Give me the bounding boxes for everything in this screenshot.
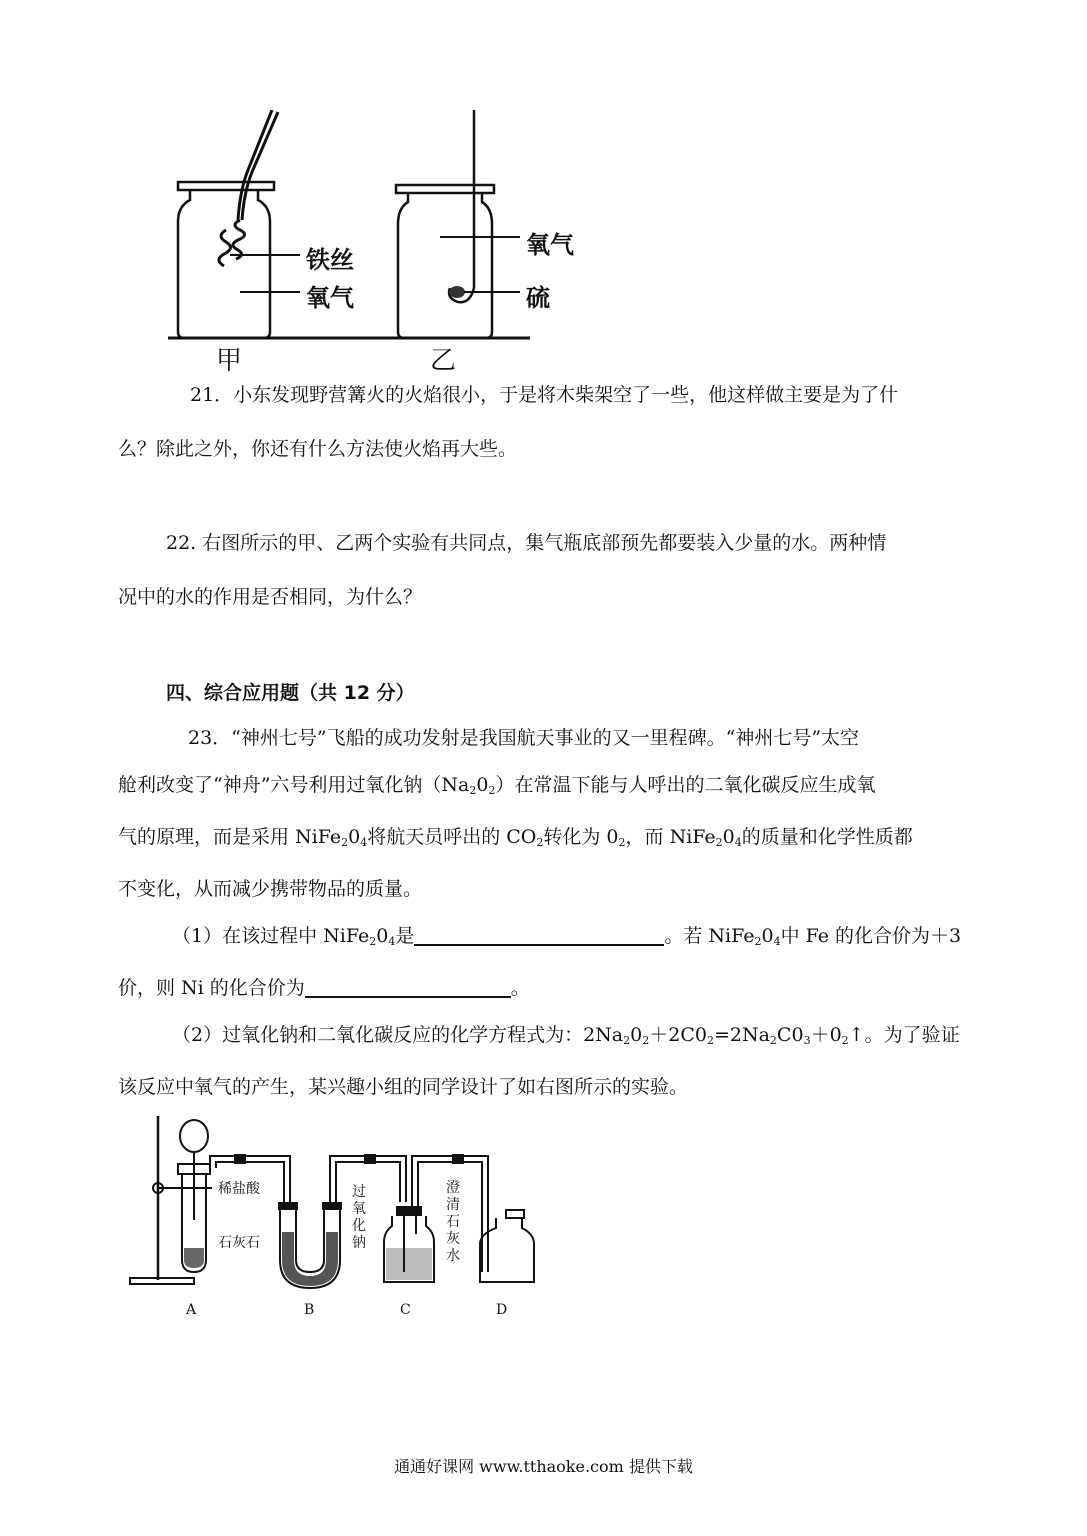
q23-p2-e: ＋2C0 [649, 1024, 707, 1046]
q23-part1-line2 [118, 965, 998, 1012]
section-4-title: 四、综合应用题（共 12 分） [166, 682, 415, 704]
peroxide-char-3: 化 [352, 1218, 366, 1234]
q23-p2-c: 0 [630, 1024, 643, 1046]
q23-p2-h: 2 [769, 1034, 777, 1047]
q23-line1: 23．“神州七号”飞船的成功发射是我国航天事业的又一里程碑。“神州七号”太空 [188, 727, 860, 749]
peroxide-char-4: 钠 [352, 1235, 366, 1251]
q23-line3-l: 4 [734, 836, 742, 849]
jia-wire-label: 铁丝 [306, 246, 354, 274]
q23-p1-h: 0 [761, 925, 774, 947]
q21-line1: 21．小东发现野营篝火的火焰很小，于是将木柴架空了一些，他这样做主要是为了什 [190, 384, 899, 406]
limewater-label [446, 1180, 462, 1265]
q23-part2-line2: 该反应中氧气的产生，某兴趣小组的同学设计了如右图所示的实验。 [118, 1076, 689, 1098]
answer-blank-1[interactable] [414, 922, 664, 946]
limewater-char-4: 灰 [446, 1231, 460, 1247]
q23-p1-i: 4 [773, 935, 781, 948]
q23-p2-a: （2）过氧化钠和二氧化碳反应的化学方程式为：2Na [172, 1024, 624, 1046]
limewater-char-5: 水 [446, 1248, 460, 1264]
q23-p1-a: （1）在该过程中 NiFe [172, 925, 370, 947]
q23-line3-j: 2 [715, 836, 723, 849]
q23-line2 [118, 762, 998, 814]
peroxide-char-2: 氧 [352, 1201, 366, 1217]
q23-line2-e: ）在常温下能与人呼出的二氧化碳反应生成氧 [495, 774, 876, 796]
q23-line3-b: 2 [341, 836, 349, 849]
q23-line3-a: 气的原理，而是采用 NiFe [118, 826, 342, 848]
apparatus-label-b: B [304, 1302, 315, 1318]
q23-line3-i: ，而 NiFe [625, 826, 716, 848]
q23-p1-c: 0 [376, 925, 389, 947]
q23-line3-g: 转化为 0 [543, 826, 619, 848]
q23-part2-line1 [118, 1012, 998, 1064]
q23-p1-f: 。若 NiFe [664, 925, 755, 947]
q23-p1-e: 是 [395, 925, 415, 947]
q23-p2-f: 2 [706, 1034, 714, 1047]
peroxide-char-1: 过 [352, 1184, 366, 1200]
q23-line2-a: 舱利改变了“神舟”六号利用过氧化钠（Na [118, 774, 470, 796]
q23-p2-g: =2Na [713, 1024, 770, 1046]
limestone-label: 石灰石 [218, 1235, 260, 1251]
oxygen-apparatus-figure [120, 1110, 540, 1330]
q23-line3-k: 0 [722, 826, 735, 848]
q23-p2-k: ＋0 [810, 1024, 842, 1046]
q23-part1-line1 [118, 913, 998, 965]
limewater-char-3: 石 [446, 1214, 460, 1230]
q23-line3-e: 将航天员呼出的 CO [367, 826, 537, 848]
q23-p1-d: 4 [388, 935, 396, 948]
q22-line1: 22. 右图所示的甲、乙两个实验有共同点，集气瓶底部预先都要装入少量的水。两种情 [166, 532, 887, 554]
jia-gas-label: 氧气 [306, 284, 354, 312]
q21-line2: 么？除此之外，你还有什么方法使火焰再大些。 [118, 438, 518, 460]
peroxide-label [352, 1184, 368, 1252]
q23-line2-d: 2 [488, 784, 496, 797]
q23-p1-j: 中 Fe 的化合价为＋3 [780, 925, 962, 947]
jia-caption: 甲 [216, 346, 243, 376]
q23-line3 [118, 814, 998, 866]
question-22 [118, 520, 998, 621]
answer-blank-2[interactable] [305, 974, 511, 998]
q23-p2-m: ↑。为了验证 [848, 1024, 960, 1046]
limewater-char-2: 清 [446, 1197, 460, 1213]
q23-line2-c: 0 [476, 774, 489, 796]
q23-p2-l: 2 [841, 1034, 849, 1047]
q23-p2-j: 3 [803, 1034, 811, 1047]
q23-line3-m: 的质量和化学性质都 [741, 826, 913, 848]
q23-p1-g: 2 [754, 935, 762, 948]
apparatus-label-a: A [186, 1302, 197, 1318]
page-footer: 通通好课网 www.tthaoke.com 提供下载 [394, 1457, 693, 1476]
yi-caption: 乙 [430, 346, 457, 376]
q23-p1-b: 2 [369, 935, 377, 948]
yi-gas-label: 氧气 [526, 231, 574, 259]
apparatus-label-c: C [400, 1302, 411, 1318]
q23-line3-f: 2 [536, 836, 544, 849]
q23-p2-d: 2 [642, 1034, 650, 1047]
q23-line4: 不变化，从而减少携带物品的质量。 [118, 878, 423, 900]
q23-p2-i: C0 [776, 1024, 804, 1046]
q23-p2-b: 2 [623, 1034, 631, 1047]
q23-p1-line2-b: 。 [510, 977, 530, 999]
q23-line3-d: 4 [360, 836, 368, 849]
yi-sulfur-label: 硫 [526, 284, 550, 312]
apparatus-label-d: D [496, 1302, 508, 1318]
q23-line3-h: 2 [618, 836, 626, 849]
limewater-char-1: 澄 [446, 1180, 460, 1196]
question-23 [118, 715, 998, 1111]
hcl-label: 稀盐酸 [218, 1181, 260, 1197]
q23-line3-c: 0 [348, 826, 361, 848]
q23-line2-b: 2 [469, 784, 477, 797]
question-21 [118, 372, 998, 473]
q23-p1-line2-a: 价，则 Ni 的化合价为 [118, 977, 305, 999]
q22-line2: 况中的水的作用是否相同，为什么？ [118, 586, 423, 608]
